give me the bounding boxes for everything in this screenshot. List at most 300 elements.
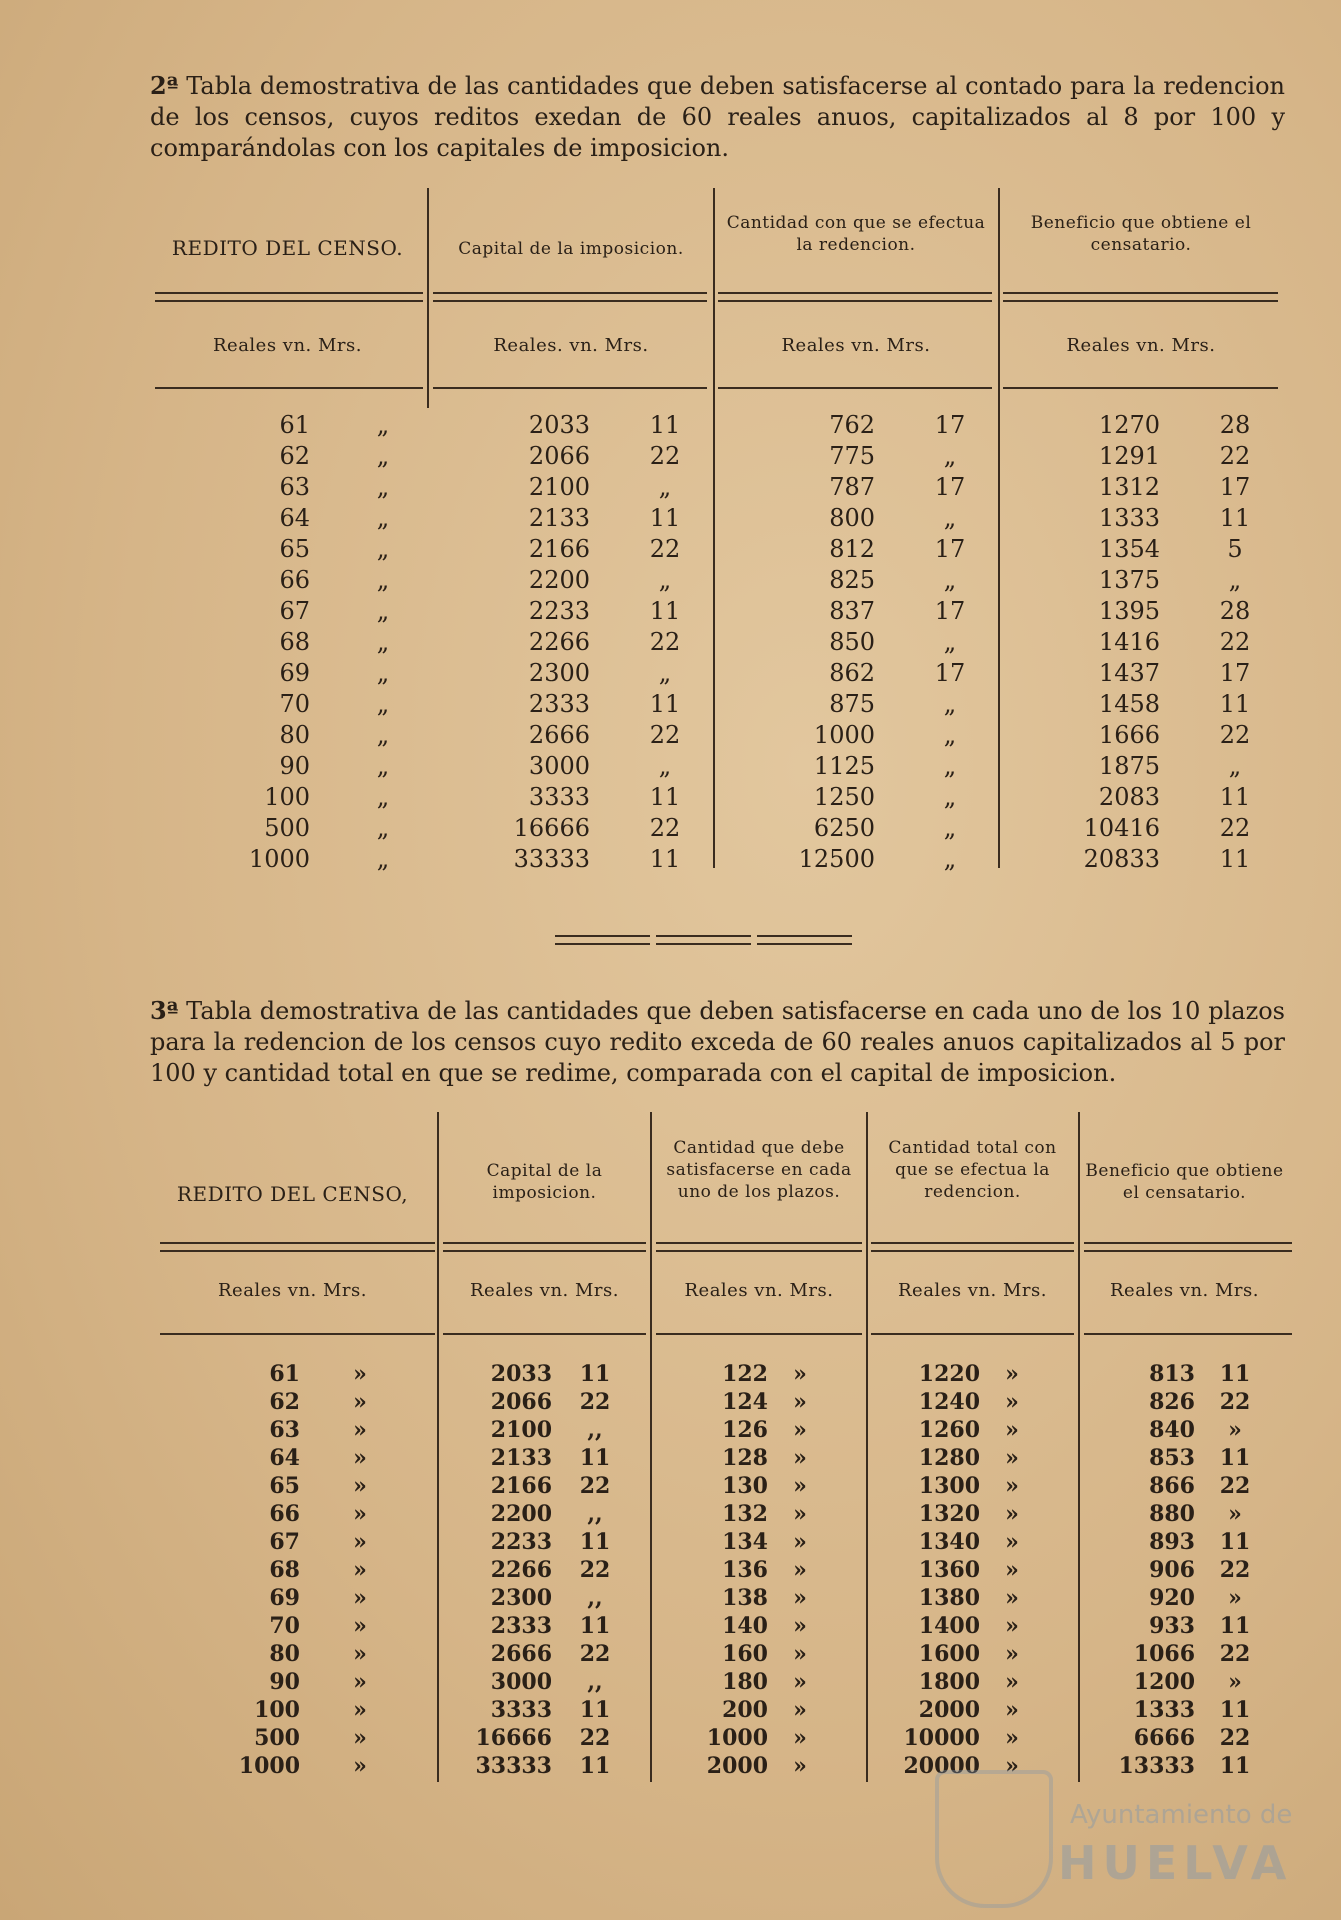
table-cell: 11	[579, 1613, 611, 1639]
table-cell: „	[376, 721, 390, 749]
table-cell: 67	[269, 1529, 300, 1555]
watermark-line2: HUELVA	[1058, 1836, 1293, 1890]
table-row	[0, 1752, 1341, 1782]
table-cell: „	[658, 473, 672, 501]
table-cell: 2233	[528, 597, 590, 625]
table-cell: 160	[722, 1641, 768, 1667]
table-cell: 69	[279, 659, 310, 687]
table-cell: »	[793, 1753, 807, 1779]
table-cell: »	[1005, 1697, 1019, 1723]
table-cell: 100	[264, 783, 310, 811]
table-cell: »	[793, 1585, 807, 1611]
table-cell: 1125	[813, 752, 875, 780]
table-cell: 6250	[813, 814, 875, 842]
table-cell: ,,	[587, 1585, 603, 1611]
table-cell: »	[793, 1613, 807, 1639]
table-cell: »	[1005, 1529, 1019, 1555]
table-cell: 6666	[1133, 1725, 1195, 1751]
table-cell: 22	[1219, 1725, 1251, 1751]
table-row	[0, 441, 1341, 471]
table-cell: 22	[1219, 1473, 1251, 1499]
table-cell: 11	[1219, 1753, 1251, 1779]
table2-header-beneficio: Beneficio que obtiene el censatario.	[1030, 213, 1252, 255]
table-cell: 140	[722, 1613, 768, 1639]
table3-unit-rule	[1084, 1333, 1292, 1335]
table2-unit-rule	[433, 387, 707, 389]
table-cell: »	[793, 1725, 807, 1751]
table-row	[0, 1724, 1341, 1754]
table-row	[0, 534, 1341, 564]
table-cell: 1320	[918, 1501, 980, 1527]
table-cell: 128	[722, 1445, 768, 1471]
table-cell: »	[793, 1529, 807, 1555]
table-cell: 1600	[918, 1641, 980, 1667]
table3-unit-rule	[656, 1333, 862, 1335]
table-cell: 850	[829, 628, 875, 656]
table-row	[0, 565, 1341, 595]
table-cell: „	[376, 411, 390, 439]
table-cell: 1000	[706, 1725, 768, 1751]
table-cell: 62	[279, 442, 310, 470]
table-cell: „	[658, 752, 672, 780]
table-cell: »	[1005, 1669, 1019, 1695]
table-cell: »	[793, 1445, 807, 1471]
table-cell: »	[793, 1557, 807, 1583]
table3-header-rule	[443, 1242, 646, 1252]
table-cell: 11	[1219, 1697, 1251, 1723]
table-cell: 880	[1149, 1501, 1195, 1527]
table2-header-redito: REDITO DEL CENSO.	[171, 236, 404, 260]
table-cell: »	[793, 1389, 807, 1415]
table-cell: 11	[649, 783, 681, 811]
table-cell: „	[376, 566, 390, 594]
table-cell: »	[793, 1697, 807, 1723]
table-cell: 62	[269, 1389, 300, 1415]
table-cell: 22	[579, 1389, 611, 1415]
table-cell: 68	[279, 628, 310, 656]
table-cell: 69	[269, 1585, 300, 1611]
table-cell: »	[353, 1361, 367, 1387]
table-cell: 1066	[1133, 1641, 1195, 1667]
table-cell: 134	[722, 1529, 768, 1555]
table-cell: 2083	[1098, 783, 1160, 811]
table-cell: 28	[1219, 597, 1251, 625]
table-cell: „	[376, 814, 390, 842]
table-cell: 10416	[1083, 814, 1160, 842]
table-cell: ,,	[587, 1669, 603, 1695]
table-cell: 2666	[490, 1641, 552, 1667]
table-cell: 2666	[528, 721, 590, 749]
table-cell: 136	[722, 1557, 768, 1583]
table-cell: 11	[1219, 845, 1251, 873]
table-cell: »	[353, 1613, 367, 1639]
table-cell: »	[793, 1417, 807, 1443]
table-row	[0, 751, 1341, 781]
table-cell: »	[793, 1473, 807, 1499]
table-cell: „	[376, 535, 390, 563]
table-cell: 11	[649, 504, 681, 532]
table-row	[0, 782, 1341, 812]
table-cell: 813	[1149, 1361, 1195, 1387]
table3-unit-beneficio: Reales vn. Mrs.	[1109, 1280, 1259, 1301]
table-cell: 1240	[918, 1389, 980, 1415]
table-cell: 837	[829, 597, 875, 625]
table-cell: 66	[269, 1501, 300, 1527]
table-cell: 64	[279, 504, 310, 532]
table-row	[0, 689, 1341, 719]
table-cell: 11	[579, 1753, 611, 1779]
table-cell: 1354	[1098, 535, 1160, 563]
table-cell: „	[376, 628, 390, 656]
table-cell: „	[376, 504, 390, 532]
table-cell: „	[376, 597, 390, 625]
table-cell: 2000	[918, 1697, 980, 1723]
table-cell: »	[1228, 1669, 1242, 1695]
table-cell: 920	[1149, 1585, 1195, 1611]
table-cell: 63	[269, 1417, 300, 1443]
table-cell: 124	[722, 1389, 768, 1415]
table-cell: »	[1005, 1361, 1019, 1387]
table-cell: 22	[1219, 721, 1251, 749]
table-cell: 2000	[706, 1753, 768, 1779]
table-cell: 866	[1149, 1473, 1195, 1499]
table-cell: 22	[579, 1725, 611, 1751]
table-cell: 11	[1219, 1613, 1251, 1639]
table-cell: 1220	[918, 1361, 980, 1387]
table-row	[0, 844, 1341, 874]
table-cell: 138	[722, 1585, 768, 1611]
table-cell: 1666	[1098, 721, 1160, 749]
table-cell: „	[1228, 566, 1242, 594]
table-cell: „	[943, 442, 957, 470]
section-divider	[555, 930, 870, 949]
table-cell: 11	[1219, 1529, 1251, 1555]
table-cell: 66	[279, 566, 310, 594]
table2-unit-capital: Reales. vn. Mrs.	[493, 335, 649, 356]
table-cell: 2333	[528, 690, 590, 718]
table-cell: 2100	[490, 1417, 552, 1443]
table-cell: »	[353, 1501, 367, 1527]
table-cell: 11	[579, 1697, 611, 1723]
table-cell: 22	[649, 442, 681, 470]
table-cell: 500	[254, 1725, 300, 1751]
table-cell: 1333	[1133, 1697, 1195, 1723]
table3-unit-capital: Reales vn. Mrs.	[469, 1280, 619, 1301]
table-cell: 1875	[1098, 752, 1160, 780]
table2-header-rule	[433, 292, 707, 302]
table-cell: 100	[254, 1697, 300, 1723]
table-cell: 12500	[798, 845, 875, 873]
table-cell: 1800	[918, 1669, 980, 1695]
table-cell: 3333	[490, 1697, 552, 1723]
table-cell: 17	[1219, 473, 1251, 501]
table-cell: 11	[649, 597, 681, 625]
table2-caption	[150, 70, 1285, 164]
table-cell: 826	[1149, 1389, 1195, 1415]
table-cell: 1000	[813, 721, 875, 749]
table2-unit-beneficio: Reales vn. Mrs.	[1066, 335, 1216, 356]
table-cell: 17	[934, 535, 966, 563]
table-cell: 2100	[528, 473, 590, 501]
table-cell: 22	[1219, 1389, 1251, 1415]
table2-unit-redito: Reales vn. Mrs.	[212, 335, 362, 356]
table-cell: 500	[264, 814, 310, 842]
table-cell: »	[1005, 1753, 1019, 1779]
table3-unit-rule	[871, 1333, 1074, 1335]
table-cell: 67	[279, 597, 310, 625]
table-cell: 122	[722, 1361, 768, 1387]
table-cell: 61	[279, 411, 310, 439]
table-cell: 853	[1149, 1445, 1195, 1471]
table-cell: 2066	[490, 1389, 552, 1415]
table-cell: 1280	[918, 1445, 980, 1471]
table2-header-capital: Capital de la imposicion.	[458, 239, 684, 259]
table-cell: 2066	[528, 442, 590, 470]
table2-unit-rule	[1003, 387, 1278, 389]
table-cell: 1250	[813, 783, 875, 811]
table-cell: 16666	[513, 814, 590, 842]
table-cell: 5	[1227, 535, 1243, 563]
table-cell: 2033	[528, 411, 590, 439]
table-cell: 11	[649, 411, 681, 439]
table-cell: „	[376, 845, 390, 873]
table-cell: »	[353, 1641, 367, 1667]
table-cell: 1340	[918, 1529, 980, 1555]
table-cell: 1375	[1098, 566, 1160, 594]
table-cell: 11	[1219, 783, 1251, 811]
table-cell: 180	[722, 1669, 768, 1695]
table-cell: 2200	[528, 566, 590, 594]
table-cell: 2200	[490, 1501, 552, 1527]
table2-unit-cantidad: Reales vn. Mrs.	[781, 335, 931, 356]
table-cell: 200	[722, 1697, 768, 1723]
table-cell: 1437	[1098, 659, 1160, 687]
table-cell: 1000	[248, 845, 310, 873]
table-row	[0, 596, 1341, 626]
table-cell: »	[1005, 1641, 1019, 1667]
table-cell: 2166	[490, 1473, 552, 1499]
table-cell: 22	[579, 1473, 611, 1499]
coat-of-arms-icon	[935, 1770, 1053, 1908]
table-row	[0, 1472, 1341, 1502]
table-cell: 20000	[903, 1753, 980, 1779]
table2-header-rule	[155, 292, 423, 302]
table3-caption-text: Tabla demostrativa de las cantidades que deben satisfacerse en cada uno de los 10 plazos para la redencion de los censos cuyo redito exceda de 60 reales anuos capitalizados al 5 por 100 y cantidad total en que se redime, comparada con el capital de imposicion.	[150, 997, 1285, 1087]
table-cell: 2300	[528, 659, 590, 687]
table-cell: 1000	[238, 1753, 300, 1779]
table-cell: 1458	[1098, 690, 1160, 718]
table-cell: ,,	[587, 1501, 603, 1527]
table3-unit-plazo: Reales vn. Mrs.	[684, 1280, 834, 1301]
table-cell: »	[353, 1557, 367, 1583]
table2-unit-rule	[155, 387, 423, 389]
table-cell: 2266	[490, 1557, 552, 1583]
table-cell: 126	[722, 1417, 768, 1443]
table-cell: 61	[269, 1361, 300, 1387]
table-cell: „	[376, 752, 390, 780]
table-cell: „	[376, 473, 390, 501]
table-cell: »	[353, 1389, 367, 1415]
table-cell: 17	[934, 597, 966, 625]
table-cell: »	[353, 1585, 367, 1611]
table-cell: 1312	[1098, 473, 1160, 501]
table-cell: „	[943, 783, 957, 811]
table-cell: »	[1005, 1501, 1019, 1527]
table2-header-rule	[718, 292, 992, 302]
table-cell: »	[1228, 1501, 1242, 1527]
table-cell: »	[1005, 1417, 1019, 1443]
table-cell: 65	[279, 535, 310, 563]
table-cell: 11	[1219, 1445, 1251, 1471]
table-cell: »	[353, 1417, 367, 1443]
table-cell: »	[793, 1501, 807, 1527]
table-cell: »	[353, 1669, 367, 1695]
table3-unit-redito: Reales vn. Mrs.	[217, 1280, 367, 1301]
table-cell: 3000	[528, 752, 590, 780]
table-cell: „	[943, 752, 957, 780]
table-cell: „	[943, 628, 957, 656]
table-cell: »	[1005, 1557, 1019, 1583]
table-cell: 22	[1219, 628, 1251, 656]
table-cell: 1333	[1098, 504, 1160, 532]
table-cell: 787	[829, 473, 875, 501]
table-cell: 20833	[1083, 845, 1160, 873]
table-row	[0, 1612, 1341, 1642]
table-cell: 11	[1219, 504, 1251, 532]
table-cell: »	[353, 1753, 367, 1779]
table-cell: »	[793, 1669, 807, 1695]
table-cell: 80	[269, 1641, 300, 1667]
table-row	[0, 1360, 1341, 1390]
table-cell: „	[943, 690, 957, 718]
table3-header-rule	[871, 1242, 1074, 1252]
table-cell: „	[943, 845, 957, 873]
table-cell: »	[1005, 1389, 1019, 1415]
table-row	[0, 1388, 1341, 1418]
table-cell: „	[376, 690, 390, 718]
table-cell: 16666	[475, 1725, 552, 1751]
table-cell: 17	[934, 659, 966, 687]
table-row	[0, 627, 1341, 657]
table-cell: »	[1228, 1417, 1242, 1443]
table-cell: „	[1228, 752, 1242, 780]
table3-header-rule	[656, 1242, 862, 1252]
table-row	[0, 813, 1341, 843]
table-cell: »	[353, 1697, 367, 1723]
table3-header-rule	[160, 1242, 435, 1252]
table-cell: 2166	[528, 535, 590, 563]
table-row	[0, 410, 1341, 440]
table-cell: 1260	[918, 1417, 980, 1443]
table-cell: 11	[579, 1529, 611, 1555]
table-cell: 22	[1219, 814, 1251, 842]
table-cell: 80	[279, 721, 310, 749]
table-cell: 875	[829, 690, 875, 718]
table-cell: „	[376, 783, 390, 811]
table-cell: „	[943, 504, 957, 532]
table-row	[0, 1528, 1341, 1558]
table-row	[0, 1640, 1341, 1670]
table-cell: 1416	[1098, 628, 1160, 656]
table-row	[0, 1444, 1341, 1474]
table-cell: 33333	[475, 1753, 552, 1779]
table-cell: 10000	[903, 1725, 980, 1751]
table-cell: „	[658, 566, 672, 594]
table-cell: 22	[579, 1557, 611, 1583]
table-cell: 1300	[918, 1473, 980, 1499]
table-cell: 70	[279, 690, 310, 718]
table-cell: »	[793, 1641, 807, 1667]
table-cell: »	[353, 1445, 367, 1471]
table-cell: 933	[1149, 1613, 1195, 1639]
table-cell: 22	[649, 814, 681, 842]
table-cell: 17	[1219, 659, 1251, 687]
table-cell: 22	[1219, 442, 1251, 470]
table-cell: 2300	[490, 1585, 552, 1611]
table3-header-capital: Capital de la imposicion.	[486, 1161, 603, 1203]
table-row	[0, 720, 1341, 750]
table-cell: „	[943, 566, 957, 594]
table-cell: 22	[649, 628, 681, 656]
table-cell: 906	[1149, 1557, 1195, 1583]
table-row	[0, 1584, 1341, 1614]
table3-header-plazo: Cantidad que debe satisfacerse en cada uno de los plazos.	[666, 1138, 852, 1202]
table-cell: 812	[829, 535, 875, 563]
table-cell: 1400	[918, 1613, 980, 1639]
table-cell: 1200	[1133, 1669, 1195, 1695]
table-row	[0, 1668, 1341, 1698]
table-cell: 3000	[490, 1669, 552, 1695]
table-row	[0, 472, 1341, 502]
table-cell: „	[658, 659, 672, 687]
table-cell: 2033	[490, 1361, 552, 1387]
table-cell: »	[353, 1473, 367, 1499]
table-cell: 22	[649, 535, 681, 563]
table-cell: »	[1005, 1585, 1019, 1611]
table3-caption	[150, 995, 1285, 1089]
table-cell: 3333	[528, 783, 590, 811]
table-cell: »	[1005, 1473, 1019, 1499]
table-cell: 132	[722, 1501, 768, 1527]
table-row	[0, 1500, 1341, 1530]
table-cell: »	[353, 1529, 367, 1555]
table-cell: 1291	[1098, 442, 1160, 470]
table-cell: 2133	[528, 504, 590, 532]
watermark-line1: Ayuntamiento de	[1070, 1800, 1293, 1830]
table-cell: »	[353, 1725, 367, 1751]
table-cell: 893	[1149, 1529, 1195, 1555]
table-cell: 800	[829, 504, 875, 532]
table-cell: 11	[649, 690, 681, 718]
table2-unit-rule	[718, 387, 992, 389]
table2-header-cantidad: Cantidad con que se efectua la redencion.	[726, 213, 986, 255]
table-cell: 2333	[490, 1613, 552, 1639]
table-cell: »	[1005, 1445, 1019, 1471]
table-cell: 64	[269, 1445, 300, 1471]
table-cell: 22	[579, 1641, 611, 1667]
table2-header-rule	[1003, 292, 1278, 302]
table-cell: 11	[579, 1361, 611, 1387]
table-cell: 11	[579, 1445, 611, 1471]
table3-unit-total: Reales vn. Mrs.	[897, 1280, 1047, 1301]
table-cell: 862	[829, 659, 875, 687]
table-cell: 13333	[1118, 1753, 1195, 1779]
table-cell: 17	[934, 473, 966, 501]
table3-header-rule	[1084, 1242, 1292, 1252]
table-cell: 28	[1219, 411, 1251, 439]
table-row	[0, 1696, 1341, 1726]
table-cell: 1395	[1098, 597, 1160, 625]
